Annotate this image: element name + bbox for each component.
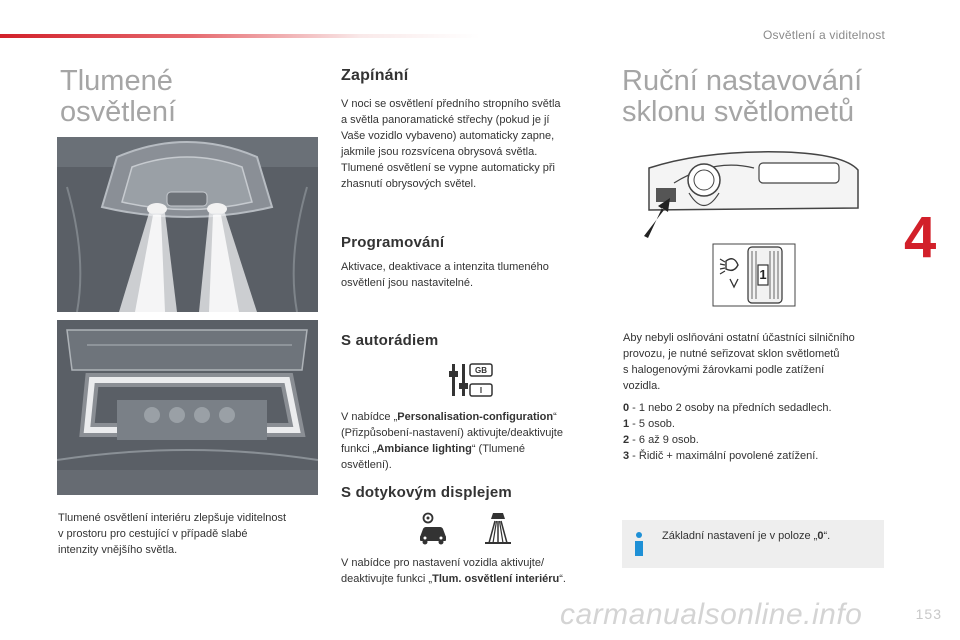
programovani-text bbox=[341, 259, 549, 291]
settings-sliders-icon bbox=[448, 361, 496, 399]
panoramic-roof-light-illustration bbox=[57, 320, 318, 495]
position-item bbox=[623, 450, 818, 462]
text-line: V nabídce pro nastavení vozidla aktivujte/ bbox=[341, 557, 545, 569]
autoradio-text bbox=[341, 409, 563, 473]
text-fragment: “ (Tlumené bbox=[471, 443, 525, 455]
ceiling-light-illustration bbox=[57, 137, 318, 312]
position-number: 0 bbox=[623, 402, 630, 414]
text-line: V noci se osvětlení předního stropního světla bbox=[341, 98, 561, 110]
text-line: Aktivace, deaktivace a intenzita tlumeného bbox=[341, 261, 549, 273]
dashboard-headlamp-adjuster-illustration bbox=[644, 148, 862, 238]
text-line: provozu, je nutné seřizovat sklon světlometů bbox=[623, 348, 840, 360]
headlamp-adjustment-knob-illustration bbox=[712, 243, 796, 307]
badge-gb: GB bbox=[475, 366, 487, 375]
knob-position-label: 1 bbox=[759, 267, 767, 282]
info-note-box bbox=[622, 520, 884, 568]
caption-line: intenzity vnějšího světla. bbox=[58, 544, 178, 556]
info-note-text bbox=[662, 530, 830, 542]
function-name-bold: Ambiance lighting bbox=[376, 443, 472, 455]
rucni-nastavovani-title bbox=[622, 66, 862, 128]
text-fragment: “. bbox=[823, 530, 831, 542]
text-line: vozidla. bbox=[623, 380, 661, 392]
position-text: - Řidič + maximální povolené zatížení. bbox=[629, 450, 819, 462]
chapter-tab bbox=[944, 185, 960, 285]
badge-i: I bbox=[479, 386, 483, 395]
position-text: - 6 až 9 osob. bbox=[629, 434, 699, 446]
position-number: 3 bbox=[623, 450, 630, 462]
position-number: 1 bbox=[623, 418, 630, 430]
text-fragment: V nabídce „ bbox=[341, 411, 398, 423]
tlumene-caption bbox=[58, 510, 286, 558]
position-item bbox=[623, 434, 699, 446]
text-fragment: “ bbox=[553, 411, 557, 423]
title-line-2: sklonu světlometů bbox=[622, 96, 855, 128]
header-accent-bar bbox=[0, 34, 480, 38]
text-fragment: “. bbox=[559, 573, 566, 585]
interior-lighting-icon bbox=[481, 511, 515, 545]
text-fragment: funkci „ bbox=[341, 443, 377, 455]
text-line: a světla panoramatické střechy (pokud je jí bbox=[341, 114, 550, 126]
text-line: s halogenovými žárovkami podle zatížení bbox=[623, 364, 825, 376]
programovani-heading: Programování bbox=[341, 234, 445, 251]
car-settings-icon bbox=[417, 511, 449, 545]
text-line: osvětlení jsou nastavitelné. bbox=[341, 277, 474, 289]
position-number: 2 bbox=[623, 434, 630, 446]
caption-line: v prostoru pro cestující v případě slabé bbox=[58, 528, 248, 540]
text-line: jakmile jsou rozsvícena obrysová světla. bbox=[341, 146, 538, 158]
dotykovy-text bbox=[341, 555, 566, 587]
text-line: Vaše vozidlo vybaveno) automaticky zapne, bbox=[341, 130, 555, 142]
text-fragment: Základní nastavení je v poloze „ bbox=[662, 530, 818, 542]
position-item bbox=[623, 402, 832, 414]
title-line-1: Tlumené bbox=[60, 65, 173, 97]
text-line: Aby nebyli oslňováni ostatní účastníci silničního bbox=[623, 332, 855, 344]
text-line: (Přizpůsobení-nastavení) aktivujte/deaktivujte bbox=[341, 427, 563, 439]
menu-name-bold: Personalisation-configuration bbox=[397, 411, 554, 423]
zapinani-text bbox=[341, 96, 561, 192]
watermark: carmanualsonline.info bbox=[560, 598, 863, 631]
page-number: 153 bbox=[915, 606, 942, 622]
function-name-bold: Tlum. osvětlení interiéru bbox=[432, 573, 560, 585]
text-fragment: deaktivujte funkci „ bbox=[341, 573, 433, 585]
text-line: osvětlení). bbox=[341, 459, 392, 471]
autoradio-heading: S autorádiem bbox=[341, 332, 439, 349]
chapter-number: 4 bbox=[904, 205, 937, 270]
default-position-bold: 0 bbox=[817, 530, 824, 542]
position-text: - 5 osob. bbox=[629, 418, 675, 430]
tlumene-osvetleni-title bbox=[60, 66, 176, 128]
info-icon bbox=[632, 531, 646, 557]
title-line-1: Ruční nastavování bbox=[622, 65, 863, 97]
dotykovy-displej-heading: S dotykovým displejem bbox=[341, 484, 512, 501]
text-line: zhasnutí obrysových světel. bbox=[341, 178, 477, 190]
position-text: - 1 nebo 2 osoby na předních sedadlech. bbox=[629, 402, 832, 414]
zapinani-heading: Zapínání bbox=[341, 67, 409, 84]
caption-line: Tlumené osvětlení interiéru zlepšuje viditelnost bbox=[58, 512, 287, 524]
section-header-title: Osvětlení a viditelnost bbox=[763, 28, 885, 42]
rucni-nastavovani-intro bbox=[623, 330, 855, 394]
position-item bbox=[623, 418, 675, 430]
title-line-2: osvětlení bbox=[60, 96, 177, 128]
text-line: Tlumené osvětlení se vypne automaticky při bbox=[341, 162, 555, 174]
